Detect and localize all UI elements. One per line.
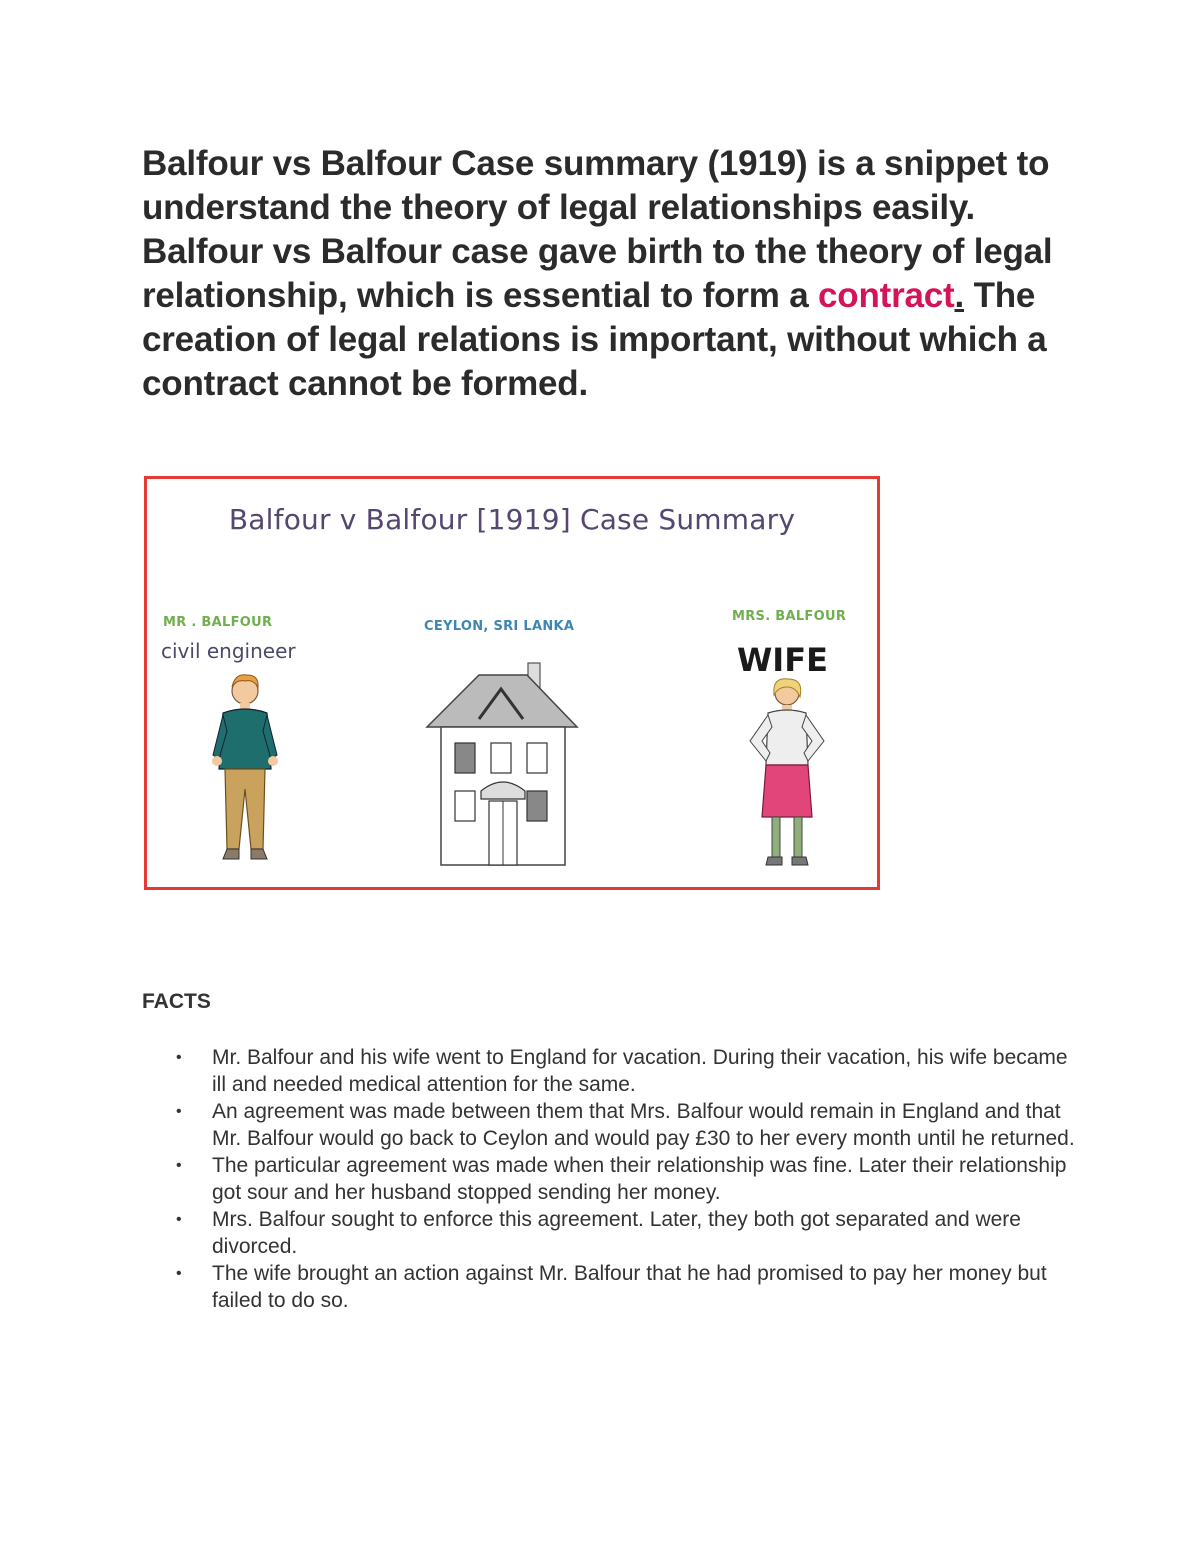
figure-title: Balfour v Balfour [1919] Case Summary — [228, 503, 796, 536]
intro-text-end: The creation of legal relations is important, without which a contract cannot be formed. — [142, 276, 1047, 403]
list-item: • The particular agreement was made when their relationship was fine. Later their relationship got sour and her husband stopped sending her money. — [176, 1154, 1067, 1204]
civil-engineer-label: civil engineer — [161, 639, 296, 663]
contract-link[interactable]: contract — [818, 276, 955, 315]
facts-list — [176, 1044, 1082, 1314]
mrs-balfour-caption: MRS. BALFOUR — [732, 609, 847, 624]
list-item: • The wife brought an action against Mr. Balfour that he had promised to pay her money but failed to do so. — [176, 1262, 1047, 1312]
bullet-icon: • — [176, 1211, 182, 1228]
bullet-icon: • — [176, 1103, 182, 1120]
woman-illustration — [742, 675, 832, 885]
ceylon-caption: CEYLON, SRI LANKA — [424, 619, 575, 634]
bullet-icon: • — [176, 1157, 182, 1174]
bullet-icon: • — [176, 1049, 182, 1066]
list-item: • Mrs. Balfour sought to enforce this agreement. Later, they both got separated and were divorced. — [176, 1208, 1021, 1258]
link-period: . — [954, 276, 965, 315]
list-item: • Mr. Balfour and his wife went to England for vacation. During their vacation, his wife became ill and needed medical attention for the same. — [176, 1046, 1068, 1096]
intro-paragraph — [142, 142, 1102, 406]
list-item: • An agreement was made between them that Mrs. Balfour would remain in England and that Mr. Balfour would go back to Ceylon and would pay £30 to her every month until he returned. — [176, 1100, 1075, 1150]
man-illustration — [205, 669, 285, 879]
facts-heading: FACTS — [142, 990, 211, 1013]
case-summary-figure — [144, 476, 880, 890]
intro-text-start: Balfour vs Balfour Case summary (1919) is a snippet to understand the theory of legal relationships easily. Balfour vs Balfour case gave birth to the theory of legal relationship, which is essential to form a — [142, 144, 1053, 315]
house-illustration — [423, 661, 583, 871]
bullet-icon: • — [176, 1265, 182, 1282]
mr-balfour-caption: MR . BALFOUR — [163, 615, 273, 630]
wife-label: WIFE — [737, 641, 828, 679]
